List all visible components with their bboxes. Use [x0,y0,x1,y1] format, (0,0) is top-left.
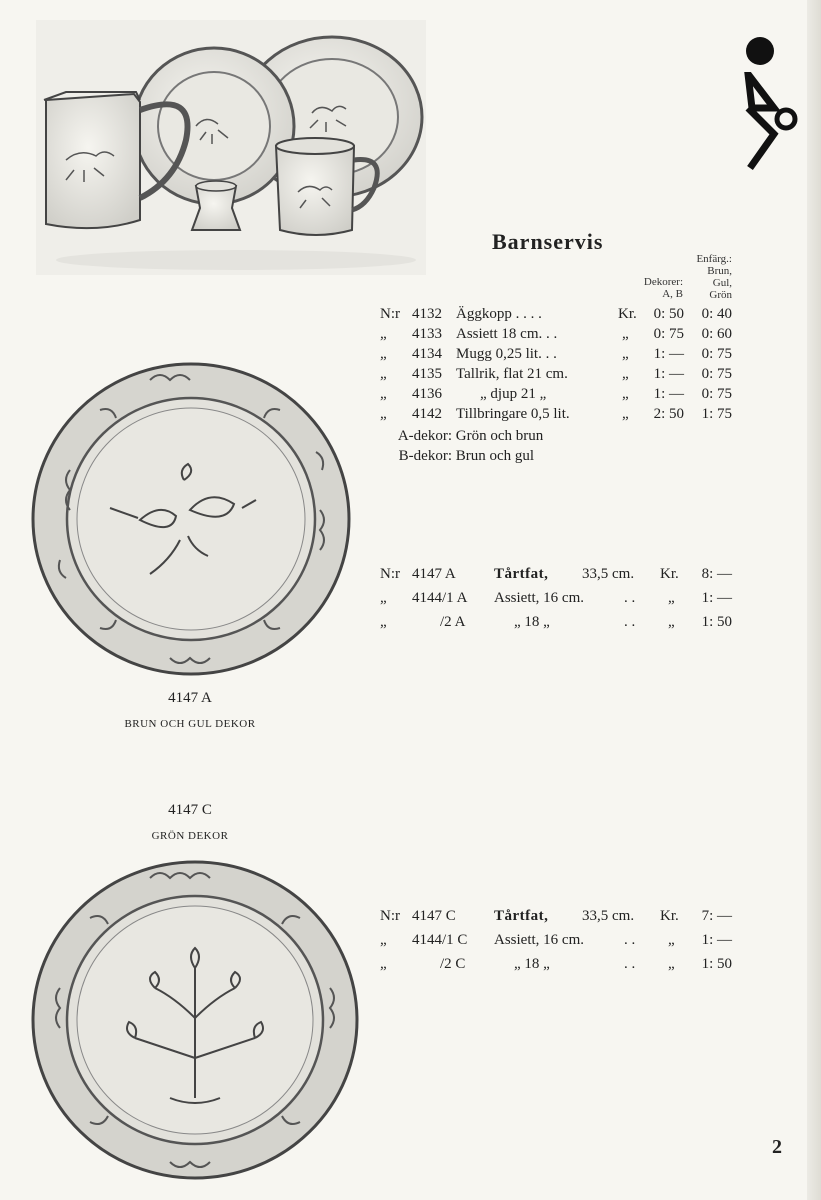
row-prefix: „ [380,386,387,402]
row-number: 4136 [412,386,442,402]
row-prefix: „ [380,932,387,948]
row-size: 33,5 cm. [582,566,635,582]
row-prefix: „ [380,614,387,630]
row-size: . . [624,590,636,606]
row-name: „ 18 „ [514,614,550,630]
row-unit: Kr. [660,908,679,924]
page-edge [807,0,821,1200]
row-unit: „ [622,326,629,342]
row-price-enfarg: 1: 75 [701,406,732,422]
plate-c-decor: GRÖN DEKOR [151,830,229,842]
row-price-ab: 1: — [653,366,684,382]
row-prefix: „ [380,590,387,606]
row-number: /2 A [440,614,466,630]
row-name: Tillbringare 0,5 lit. [456,406,570,422]
col-header-enfarg-2: Brun, [707,265,732,277]
row-unit: „ [668,614,675,630]
row-prefix: N:r [380,566,400,582]
bo-logo [744,72,800,172]
dekor-label: A-dekor: [397,428,452,444]
row-name: Assiett 18 cm. . . [456,326,558,342]
plate-c-number: 4147 C [168,802,212,818]
row-number: 4144/1 C [412,932,468,948]
row-name: Äggkopp . . . . [456,306,542,322]
page-number: 2 [772,1136,782,1158]
row-price: 7: — [701,908,732,924]
row-price: 8: — [701,566,732,582]
row-prefix: „ [380,406,387,422]
row-prefix: „ [380,366,387,382]
row-unit: „ [668,956,675,972]
row-name: Assiett, 16 cm. [494,590,584,606]
row-unit: „ [622,366,629,382]
row-price: 1: — [701,590,732,606]
row-unit: „ [622,406,629,422]
row-prefix: „ [380,956,387,972]
row-name: Mugg 0,25 lit. . . [456,346,557,362]
plate-4147a-photo [30,360,352,678]
row-price: 1: — [701,932,732,948]
row-price-enfarg: 0: 75 [701,346,732,362]
row-size: 33,5 cm. [582,908,635,924]
row-unit: „ [622,386,629,402]
row-number: 4142 [412,406,442,422]
row-unit: Kr. [618,306,637,322]
row-size: . . [624,614,636,630]
row-name: Tårtfat, [494,566,549,582]
row-name: Tallrik, flat 21 cm. [456,366,568,382]
row-price-ab: 1: — [653,386,684,402]
barnservis-title: Barnservis [492,229,604,254]
row-price: 1: 50 [701,956,732,972]
row-price-ab: 0: 75 [653,326,684,342]
row-unit: „ [668,590,675,606]
row-prefix: „ [380,346,387,362]
col-header-enfarg-1: Enfärg.: [696,253,732,265]
row-name: Assiett, 16 cm. [494,932,584,948]
row-price-enfarg: 0: 75 [701,366,732,382]
row-price-ab: 0: 50 [653,306,684,322]
row-name: „ djup 21 „ [480,386,547,402]
plate-4147c-photo [30,858,360,1182]
row-number: 4132 [412,306,442,322]
row-number: 4134 [412,346,442,362]
row-name: „ 18 „ [514,956,550,972]
row-number: 4147 A [412,566,456,582]
plate-a-decor: BRUN OCH GUL DEKOR [124,718,256,730]
row-size: . . [624,932,636,948]
col-header-dekorer: Dekorer: [643,276,683,288]
plate-a-number: 4147 A [168,690,212,706]
dekor-label: B-dekor: [398,448,452,464]
row-number: /2 C [440,956,466,972]
row-size: . . [624,956,636,972]
row-number: 4133 [412,326,442,342]
row-price-ab: 1: — [653,346,684,362]
row-prefix: N:r [380,908,400,924]
row-number: 4144/1 A [412,590,468,606]
row-unit: „ [668,932,675,948]
row-unit: Kr. [660,566,679,582]
row-price: 1: 50 [701,614,732,630]
row-name: Tårtfat, [494,908,549,924]
row-price-enfarg: 0: 60 [701,326,732,342]
dekor-value: Brun och gul [455,448,535,464]
row-unit: „ [622,346,629,362]
row-prefix: N:r [380,306,400,322]
col-header-ab: A, B [662,288,683,300]
dekor-value: Grön och brun [455,428,544,444]
row-prefix: „ [380,326,387,342]
dekor-legend-a [380,426,543,446]
barnservis-photo [36,20,426,275]
row-price-ab: 2: 50 [653,406,684,422]
col-header-enfarg-3: Gul, [712,277,732,289]
row-number: 4147 C [412,908,456,924]
punch-hole [746,37,774,65]
dekor-legend-b [380,446,534,466]
row-price-enfarg: 0: 75 [701,386,732,402]
row-price-enfarg: 0: 40 [701,306,732,322]
row-number: 4135 [412,366,442,382]
col-header-enfarg-4: Grön [709,289,732,301]
